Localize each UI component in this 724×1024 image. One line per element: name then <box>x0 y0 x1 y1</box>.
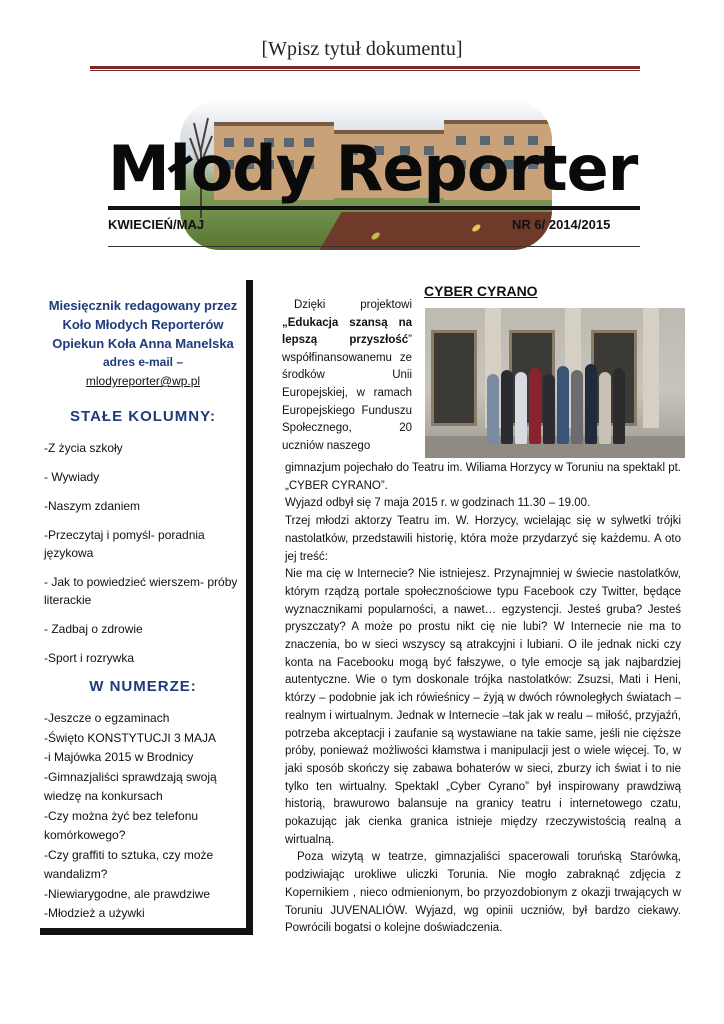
issue-item: -Święto KONSTYTUCJI 3 MAJA <box>44 730 217 745</box>
sidebar-box <box>40 280 253 935</box>
email-label: adres e-mail – <box>102 355 184 369</box>
article-intro <box>282 297 412 455</box>
masthead-rule <box>108 206 640 210</box>
issue-heading: W NUMERZE: <box>89 678 197 695</box>
intro-post: ” współfinansowanemu ze środków Unii Europejskiej, w ramach Europejskiego Funduszu Społecznego, 20 uczniów naszego <box>282 334 412 452</box>
publisher-line-2: Koło Młodych Reporterów <box>62 317 224 332</box>
masthead-bottom-rule <box>108 246 640 247</box>
column-item: -Z życia szkoły <box>44 441 123 455</box>
title-rule-thin <box>90 70 640 71</box>
issue-number: NR 6/ 2014/2015 <box>512 217 611 232</box>
issue-item: -i Majówka 2015 w Brodnicy <box>44 750 194 764</box>
body-paragraph: Wyjazd odbył się 7 maja 2015 r. w godzinach 11.30 – 19.00. <box>285 497 591 510</box>
email-link[interactable]: mlodyreporter@wp.pl <box>85 374 201 388</box>
issue-item: komórkowego? <box>44 828 126 842</box>
issue-item: -Jeszcze o egzaminach <box>44 711 170 725</box>
article-title: CYBER CYRANO <box>424 283 538 299</box>
body-paragraph: gimnazjum pojechało do Teatru im. Wiliama Horzycy w Toruniu na spektakl pt. „CYBER CYRANO”. <box>285 462 681 492</box>
issue-item: wandalizm? <box>44 867 108 881</box>
column-item: -Przeczytaj i pomyśl- poradnia językowa <box>44 528 205 560</box>
issue-list <box>40 709 246 924</box>
issue-item: -Czy można żyć bez telefonu <box>44 808 199 823</box>
supervisor-line: Opiekun Koła Anna Manelska <box>52 336 234 351</box>
article-body <box>285 460 681 938</box>
column-item: - Wywiady <box>44 470 100 484</box>
column-item: - Jak to powiedzieć wierszem- próby literackie <box>44 575 238 607</box>
column-item: - Zadbaj o zdrowie <box>44 622 143 636</box>
publisher-line-1: Miesięcznik redagowany przez <box>48 298 238 313</box>
column-item: -Naszym zdaniem <box>44 499 141 513</box>
issue-item: -Młodzież a używki <box>44 906 145 920</box>
columns-heading: STAŁE KOLUMNY: <box>70 408 216 425</box>
body-paragraph: Trzej młodzi aktorzy Teatru im. W. Horzycy, wcielając się w sylwetki trójki nastolatków, przedstawili historię, która może przydarzyć się każdemu. A oto jej treść: <box>285 515 681 563</box>
issue-month: KWIECIEŃ/MAJ <box>108 217 205 232</box>
newspaper-name: Młody Reporter <box>108 132 638 205</box>
issue-item: wiedzę na konkursach <box>44 789 163 803</box>
body-paragraph: Nie ma cię w Internecie? Nie istniejesz. Przynajmniej w świecie nastolatków, którym rządzą portale społecznościowe typu Facebook czy Twitter, będące wyznacznikami popularności, a nawet… egzystencji. Jesteś gruba? Jesteś pryszczaty? A może po prostu nikt cię nie lubi? W Internecie nie ma to znaczenia, bo w sieci wszyscy są atrakcyjni i lubiani. O ile jednak nicki czy konta na Facebooku mogą być fałszywe, o tyle emocje są jak najbardziej autentyczne. Wie o tym doskonale trójka nastolatków: Zsuzsi, Mati i Heni, którzy – podobnie jak ich rówieśnicy – żyją w dwóch równoległych światach – realnym i wirtualnym. Jednak w Internecie –tak jak w realu – miłość, przyjaźń, potrzeba akceptacji i zaufanie są wystawiane na takie same, jeśli nie cięższe próby, ponieważ możliwości kłamstwa i manipulacji jest o wiele więcej. To, w jaki sposób skończy się zabawa bohaterów w sieci, zburzy ich świat i to nie tylko ten wirtualny. Spektakl „Cyber Cyrano” był inspirowany prawdziwą historią, brawurowo balansuje na granicy teatru i internetowego czatu, pokazując jak cienka granica istnieje między rzeczywistością realną a wirtualną. <box>285 568 681 846</box>
intro-pre: Dzięki projektowi <box>294 299 412 311</box>
column-item: -Sport i rozrywka <box>44 651 135 665</box>
body-paragraph: Poza wizytą w teatrze, gimnazjaliści spacerowali toruńską Starówką, podziwiając urokliwe uliczki Torunia. Nie mogło zabraknąć zdjęcia z Kopernikiem , nieco odmienionym, bo przyozdobionym z okazji trwających w Toruniu JUVENALIÓW. Wyjazd, wg opinii uczniów, był bardzo ciekawy. Powrócili bogatsi o kolejne doświadczenia. <box>285 851 681 935</box>
columns-list <box>40 439 246 667</box>
title-rule <box>90 66 640 69</box>
issue-item: -Niewiarygodne, ale prawdziwe <box>44 886 211 901</box>
intro-project-name: „Edukacja szansą na lepszą przyszłość <box>282 316 412 347</box>
document-title: [Wpisz tytuł dokumentu] <box>261 38 463 60</box>
group-photo <box>425 308 685 458</box>
issue-item: -Czy graffiti to sztuka, czy może <box>44 847 214 862</box>
issue-item: -Gimnazjaliści sprawdzają swoją <box>44 769 217 784</box>
